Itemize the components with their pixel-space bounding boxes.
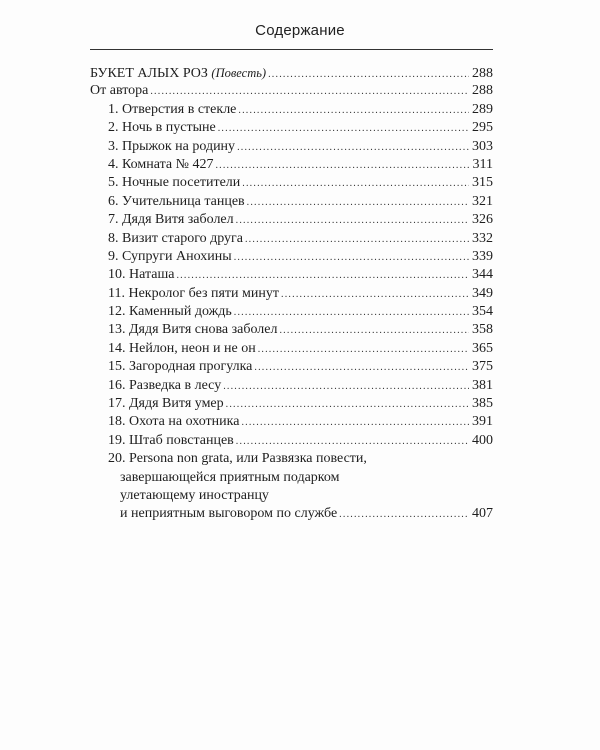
- toc-entry-page: 315: [472, 175, 493, 191]
- toc-entry-title: 15. Загородная прогулка: [108, 359, 253, 375]
- toc-entry-title-line: завершающейся приятным подарком: [120, 469, 340, 485]
- toc-entry[interactable]: [90, 321, 493, 339]
- toc-entry-page: 354: [472, 304, 493, 320]
- page-title: Содержание: [255, 22, 345, 39]
- dot-leader: [268, 66, 469, 84]
- toc-entry[interactable]: [90, 101, 493, 119]
- toc-entry[interactable]: [90, 248, 493, 266]
- toc-entry-title: От автора: [90, 83, 149, 99]
- dot-leader: [218, 120, 469, 138]
- toc-entry-title: 6. Учительница танцев: [108, 193, 245, 209]
- toc-entry[interactable]: [90, 266, 493, 284]
- toc-entry-title: 8. Визит старого друга: [108, 230, 243, 246]
- toc-entry-title: 7. Дядя Витя заболел: [108, 212, 234, 228]
- header-rule: [90, 49, 493, 50]
- dot-leader: [242, 175, 469, 193]
- toc-entry-title: 13. Дядя Витя снова заболел: [108, 322, 278, 338]
- toc-entry[interactable]: [90, 413, 493, 431]
- dot-leader: [254, 359, 469, 377]
- toc-entry-page: 407: [472, 506, 493, 522]
- toc-main-entry-page: 288: [472, 66, 493, 81]
- toc-entry[interactable]: [90, 432, 493, 450]
- toc-entry-title: 1. Отверстия в стекле: [108, 101, 237, 117]
- dot-leader: [238, 102, 469, 120]
- toc-main-entry-title: БУКЕТ АЛЫХ РОЗ (Повесть): [90, 66, 267, 81]
- dot-leader: [237, 139, 469, 157]
- toc-entry-page: 375: [472, 359, 493, 375]
- toc-entry-title: 12. Каменный дождь: [108, 304, 232, 320]
- toc-entry-page: 400: [472, 432, 493, 448]
- toc-entry-page: 339: [472, 248, 493, 264]
- toc-entry[interactable]: [90, 138, 493, 156]
- toc-entry-title: 17. Дядя Витя умер: [108, 396, 224, 412]
- toc-entry-title: 5. Ночные посетители: [108, 175, 241, 191]
- dot-leader: [150, 83, 469, 101]
- dot-leader: [258, 341, 469, 359]
- dot-leader: [236, 212, 469, 230]
- toc-entry-page: 321: [472, 193, 493, 209]
- toc-entry-multiline[interactable]: [90, 450, 493, 524]
- toc-entry[interactable]: [90, 230, 493, 248]
- toc-entry-page: 332: [472, 230, 493, 246]
- toc-entry-title: 19. Штаб повстанцев: [108, 432, 234, 448]
- toc-entry-page: 344: [472, 267, 493, 283]
- dot-leader: [234, 304, 469, 322]
- toc-entry-page: 326: [472, 212, 493, 228]
- toc-entry-last-line: [108, 505, 493, 523]
- dot-leader: [245, 231, 469, 249]
- toc-entry-title: 18. Охота на охотника: [108, 414, 240, 430]
- toc-main-entry-subtitle: (Повесть): [211, 66, 267, 80]
- toc-main-entry[interactable]: [90, 64, 493, 82]
- dot-leader: [241, 414, 469, 432]
- dot-leader: [279, 322, 469, 340]
- dot-leader: [236, 433, 469, 451]
- toc-entry[interactable]: [90, 193, 493, 211]
- toc-entry[interactable]: [90, 174, 493, 192]
- toc-entry[interactable]: [90, 377, 493, 395]
- dot-leader: [223, 378, 469, 396]
- toc-entry-foreword[interactable]: [90, 82, 493, 100]
- toc-entry-page: 358: [472, 322, 493, 338]
- toc-entry-page: 295: [472, 120, 493, 136]
- dot-leader: [176, 267, 469, 285]
- toc-entry[interactable]: [90, 156, 493, 174]
- dot-leader: [234, 249, 469, 267]
- toc-entry-page: 349: [472, 285, 493, 301]
- toc-entry[interactable]: [90, 340, 493, 358]
- toc-entry-page: 365: [472, 340, 493, 356]
- toc-entry-title-line: 20. Persona non grata, или Развязка повести,: [108, 451, 367, 467]
- toc-entry-title-line: улетающему иностранцу: [120, 487, 269, 503]
- toc-entry-page: 311: [472, 156, 493, 172]
- table-of-contents: [90, 64, 493, 524]
- toc-entry-title: 14. Нейлон, неон и не он: [108, 340, 256, 356]
- toc-entry-title: 4. Комната № 427: [108, 156, 214, 172]
- dot-leader: [281, 286, 469, 304]
- toc-entry-page: 303: [472, 138, 493, 154]
- toc-entry[interactable]: [90, 395, 493, 413]
- toc-entry-title: 16. Разведка в лесу: [108, 377, 222, 393]
- toc-entry-title: 9. Супруги Анохины: [108, 248, 232, 264]
- dot-leader: [247, 194, 469, 212]
- toc-entry-title: 11. Некролог без пяти минут: [108, 285, 280, 301]
- toc-entry-title: 3. Прыжок на родину: [108, 138, 236, 154]
- dot-leader: [215, 157, 469, 175]
- toc-entry-page: 385: [472, 396, 493, 412]
- toc-entry[interactable]: [90, 358, 493, 376]
- toc-entry-page: 381: [472, 377, 493, 393]
- dot-leader: [226, 396, 469, 414]
- toc-entry[interactable]: [90, 285, 493, 303]
- toc-entry-title: 2. Ночь в пустыне: [108, 120, 216, 136]
- toc-entry[interactable]: [90, 303, 493, 321]
- toc-entry-page: 391: [472, 414, 493, 430]
- toc-entry-page: 289: [472, 101, 493, 117]
- toc-entry-title-line: и неприятным выговором по службе: [120, 506, 338, 522]
- toc-entry-page: 288: [472, 83, 493, 99]
- toc-entry[interactable]: [90, 211, 493, 229]
- toc-entry[interactable]: [90, 119, 493, 137]
- toc-entry-title: 10. Наташа: [108, 267, 175, 283]
- dot-leader: [339, 506, 469, 524]
